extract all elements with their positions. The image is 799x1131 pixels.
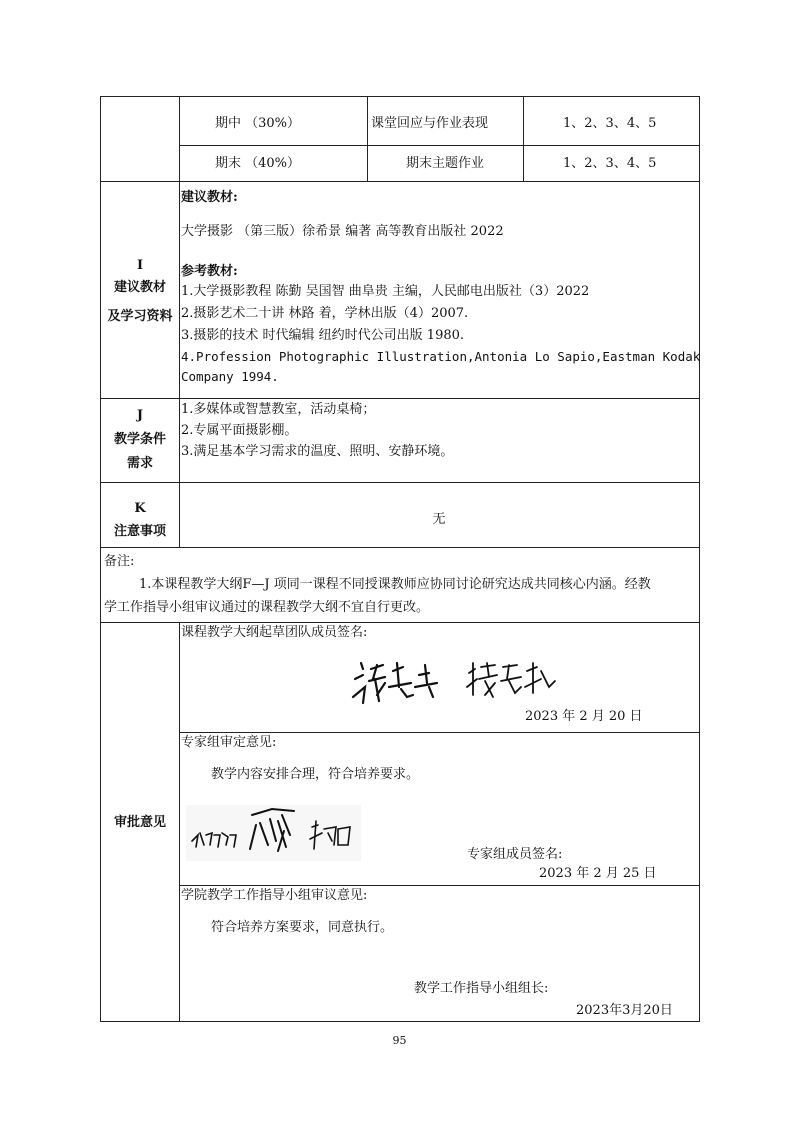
expert-opinion: 教学内容安排合理，符合培养要求。: [211, 767, 420, 782]
suggested-heading: 建议教材:: [181, 190, 238, 205]
section-title: 需求: [126, 456, 153, 471]
grading-item: 期中 （30%）: [215, 116, 301, 131]
expert-sign-label: 专家组成员签名:: [467, 847, 563, 862]
reference-item: 1.大学摄影教程 陈勤 吴国智 曲阜贵 主编，人民邮电出版社（3）2022: [181, 284, 590, 299]
suggested-text: 大学摄影 （第三版）徐希景 编著 高等教育出版社 2022: [181, 224, 504, 239]
row-divider: [101, 482, 699, 483]
expert-label: 专家组审定意见:: [181, 735, 277, 750]
drafting-signature-image: [349, 657, 559, 707]
condition-item: 3.满足基本学习需求的温度、照明、安静环境。: [181, 444, 454, 459]
grading-method: 课堂回应与作业表现: [371, 116, 489, 131]
row-divider: [101, 622, 699, 623]
column-divider: [367, 97, 368, 181]
column-divider: [179, 622, 180, 1021]
section-title: 注意事项: [113, 524, 166, 539]
grading-objectives: 1、2、3、4、5: [563, 156, 657, 171]
notes-content: 无: [432, 512, 446, 527]
drafting-label: 课程教学大纲起草团队成员签名:: [181, 625, 368, 640]
condition-item: 2.专属平面摄影棚。: [181, 423, 298, 438]
section-title: 及学习资料: [107, 309, 173, 324]
column-divider: [179, 97, 180, 547]
condition-item: 1.多媒体或智慧教室，活动桌椅；: [181, 402, 376, 417]
remarks-label: 备注:: [104, 554, 135, 569]
section-title: 建议教材: [113, 280, 166, 295]
column-divider: [523, 97, 524, 181]
section-title: 教学条件: [113, 432, 166, 447]
row-divider: [179, 732, 699, 733]
section-letter: J: [136, 408, 144, 423]
drafting-date: 2023 年 2 月 20 日: [525, 709, 643, 724]
reference-item: Company 1994.: [181, 369, 279, 384]
syllabus-table: [100, 96, 700, 1022]
reference-item: 4.Profession Photographic Illustration,Antonia Lo Sapio,Eastman Kodak: [181, 349, 701, 364]
section-letter: K: [134, 501, 146, 516]
row-divider: [101, 398, 699, 399]
expert-signature-image: [186, 805, 361, 861]
college-date: 2023年3月20日: [576, 1003, 673, 1018]
college-sign-label: 教学工作指导小组组长:: [414, 981, 549, 996]
college-opinion: 符合培养方案要求，同意执行。: [211, 920, 394, 935]
expert-date: 2023 年 2 月 25 日: [539, 866, 657, 881]
grading-item: 期末 （40%）: [215, 156, 301, 171]
remarks-line: 学工作指导小组审议通过的课程教学大纲不宜自行更改。: [104, 600, 430, 615]
reference-item: 3.摄影的技术 时代编辑 纽约时代公司出版 1980.: [181, 328, 465, 343]
row-divider: [101, 547, 699, 548]
section-letter: I: [136, 258, 144, 273]
row-divider: [179, 145, 699, 146]
grading-objectives: 1、2、3、4、5: [563, 116, 657, 131]
grading-method: 期末主题作业: [406, 156, 485, 171]
reference-item: 2.摄影艺术二十讲 林路 着，学林出版（4）2007.: [181, 306, 469, 321]
reference-heading: 参考教材:: [181, 264, 238, 279]
section-title: 审批意见: [113, 815, 166, 830]
row-divider: [101, 181, 699, 182]
college-label: 学院教学工作指导小组审议意见:: [181, 888, 368, 903]
page-number: 95: [392, 1034, 407, 1047]
remarks-line: 1.本课程教学大纲F—J 项同一课程不同授课教师应协同讨论研究达成共同核心内涵。经教: [139, 577, 651, 592]
row-divider: [179, 885, 699, 886]
